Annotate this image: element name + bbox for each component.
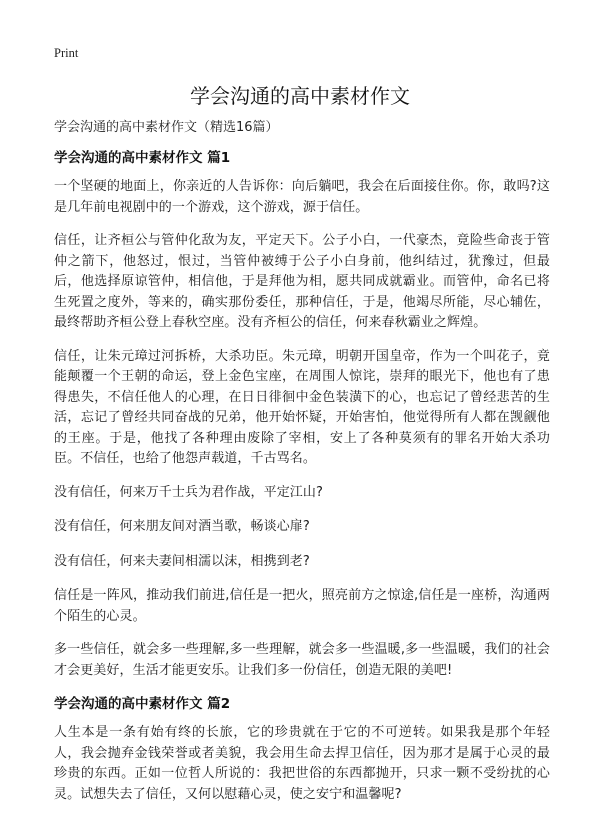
paragraph: 多一些信任，就会多一些理解,多一些理解，就会多一些温暖,多一些温暖，我们的社会才会更美好，生活才能更安乐。让我们多一份信任，创造无限的美吧! bbox=[54, 642, 550, 678]
paragraph: 人生本是一条有始有终的长旅，它的珍贵就在于它的不可逆转。如果我是那个年轻人，我会抛弃金钱荣誉或者美貌，我会用生命去捍卫信任，因为那才是属于心灵的最珍贵的东西。正如一位哲人所说的：我把世俗的东西都抛开，只求一颗不受纷扰的心灵。试想失去了信任，又何以慰藉心灵，使之安宁和温馨呢? bbox=[54, 725, 550, 802]
document-body bbox=[54, 118, 550, 818]
section-2 bbox=[54, 694, 550, 805]
paragraph: 信任，让朱元璋过河拆桥，大杀功臣。朱元璋，明朝开国皇帝，作为一个叫花子，竟能颠覆一个王朝的命运，登上金色宝座，在周围人惊诧，崇拜的眼光下，他也有了患得患失，不信任他人的心理，在日日徘徊中金色装潢下的心，也忘记了曾经悲苦的生活，忘记了曾经共同奋战的兄弟，他开始怀疑，开始害怕，他觉得所有人都在觊觎他的王座。于是，他找了各种理由废除了宰相，安上了各种莫须有的罪名开始大杀功臣。不信任，也给了他怨声载道，千古骂名。 bbox=[54, 348, 550, 466]
paragraph: 没有信任，何来朋友间对酒当歌，畅谈心扉? bbox=[54, 519, 310, 534]
section-heading: 学会沟通的高中素材作文 篇1 bbox=[54, 150, 231, 166]
paragraph: 没有信任，何来万千士兵为君作战，平定江山? bbox=[54, 484, 323, 500]
paragraph: 信任，让齐桓公与管仲化敌为友，平定天下。公子小白，一代豪杰，竟险些命丧于管仲之箭下，他怒过，恨过，当管仲被缚于公子小白身前，他纠结过，犹豫过，但最后，他选择原谅管仲，相信他，于是拜他为相，愿共同成就霸业。而管仲，命名已将生死置之度外，等来的，确实那份委任，那种信任，于是，他竭尽所能，尽心辅佐，最终帮助齐桓公登上春秋空座。没有齐桓公的信任，何来春秋霸业之辉煌。 bbox=[54, 233, 550, 330]
paragraph: 信任是一阵风，推动我们前进,信任是一把火，照亮前方之惊途,信任是一座桥，沟通两个陌生的心灵。 bbox=[54, 588, 550, 624]
page-title: 学会沟通的高中素材作文 bbox=[190, 84, 410, 108]
document-subtitle: 学会沟通的高中素材作文（精选16篇） bbox=[54, 120, 279, 135]
section-heading: 学会沟通的高中素材作文 篇2 bbox=[54, 696, 231, 712]
section-1 bbox=[54, 148, 550, 681]
print-link[interactable]: Print bbox=[54, 46, 79, 60]
paragraph: 一个坚硬的地面上，你亲近的人告诉你：向后躺吧，我会在后面接住你。你，敢吗?这是几年前电视剧中的一个游戏，这个游戏，源于信任。 bbox=[54, 179, 550, 215]
paragraph: 没有信任，何来夫妻间相濡以沫，相携到老? bbox=[54, 553, 310, 569]
